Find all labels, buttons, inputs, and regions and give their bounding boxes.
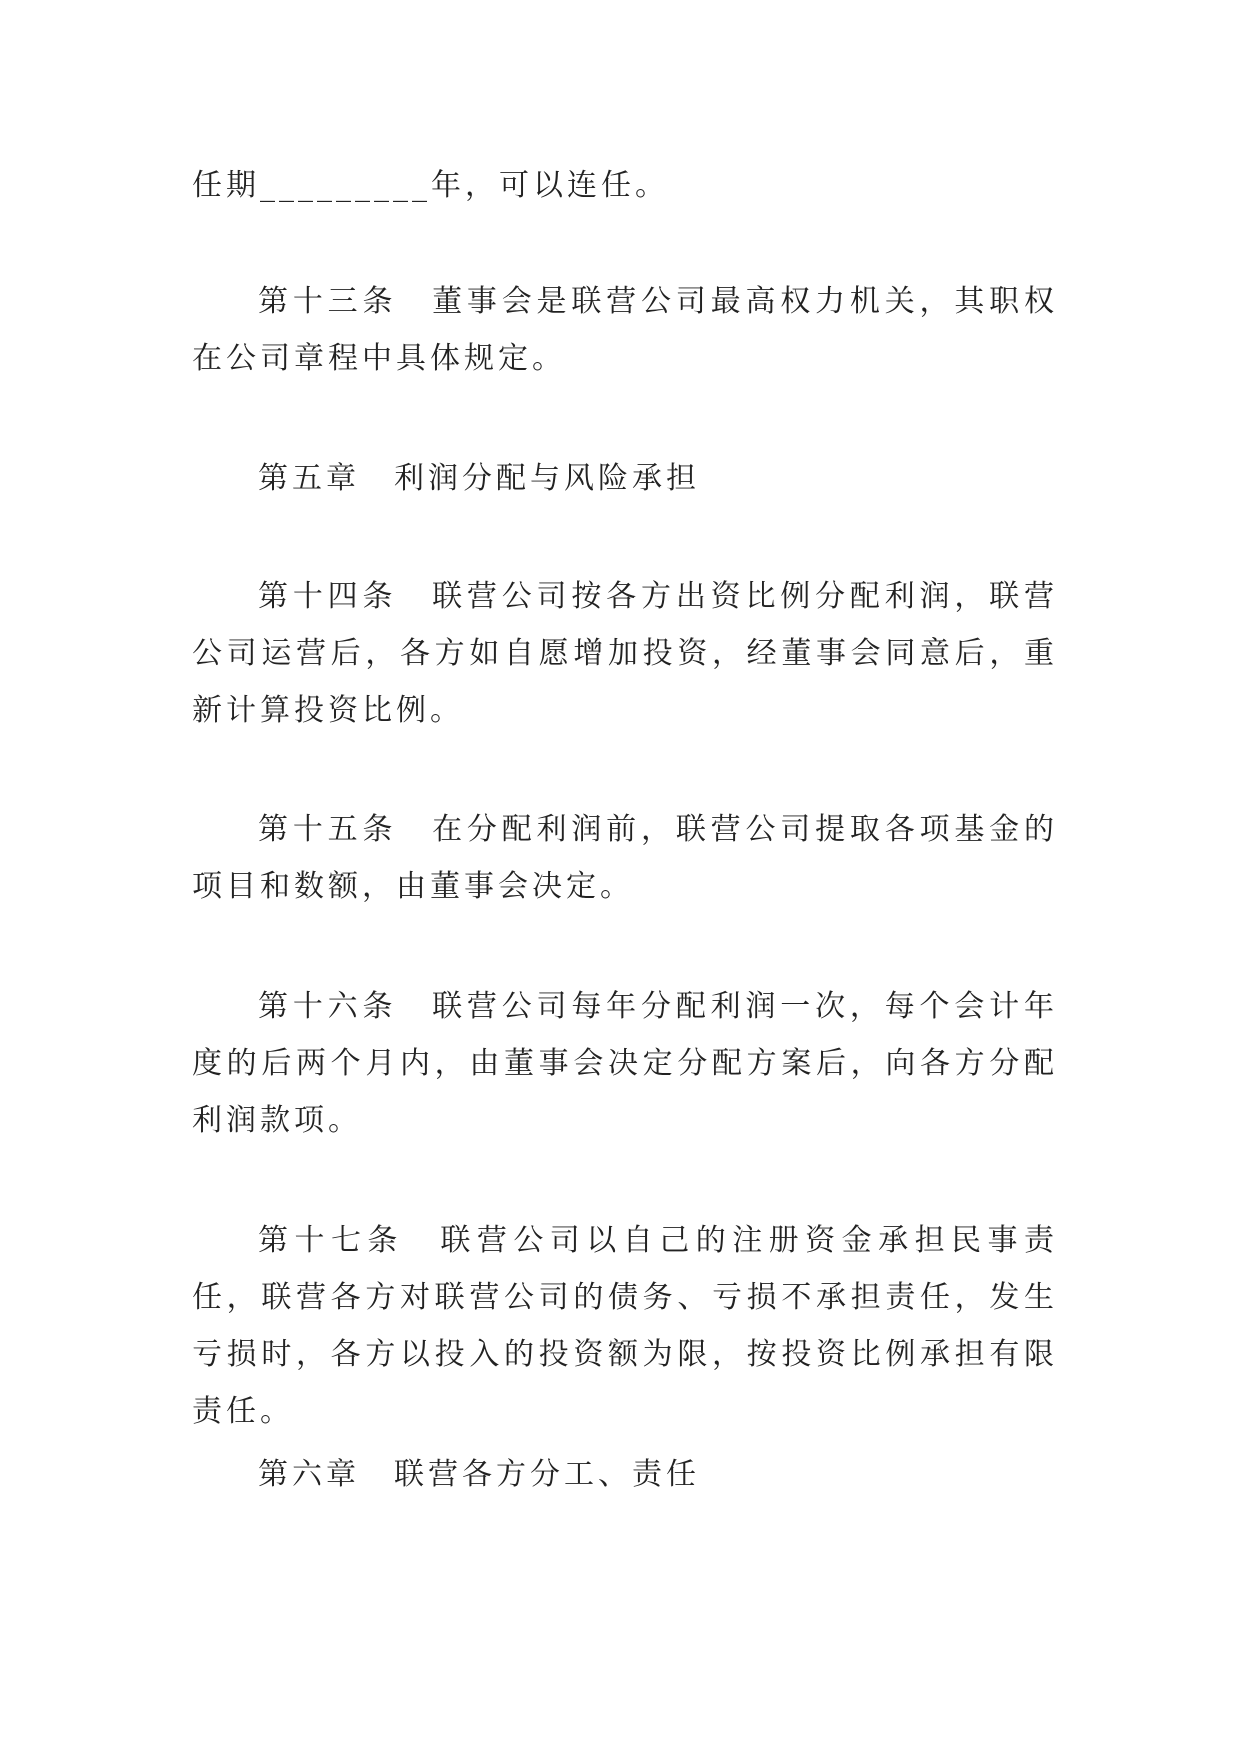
paragraph-article-16: 第十六条 联营公司每年分配利润一次，每个会计年度的后两个月内，由董事会决定分配方案后，向各方分配利润款项。	[192, 989, 1058, 1138]
paragraph-article-13: 第十三条 董事会是联营公司最高权力机关，其职权在公司章程中具体规定。	[192, 284, 1058, 376]
paragraph-article-15: 第十五条 在分配利润前，联营公司提取各项基金的项目和数额，由董事会决定。	[192, 812, 1058, 904]
paragraph-article-14: 第十四条 联营公司按各方出资比例分配利润，联营公司运营后，各方如自愿增加投资，经董事会同意后，重新计算投资比例。	[192, 579, 1058, 728]
chapter-heading-6: 第六章 联营各方分工、责任	[258, 1457, 700, 1492]
paragraph-term-continuation: 任期_________年，可以连任。	[192, 168, 669, 203]
paragraph-article-17: 第十七条 联营公司以自己的注册资金承担民事责任，联营各方对联营公司的债务、亏损不承担责任，发生亏损时，各方以投入的投资额为限，按投资比例承担有限责任。	[192, 1223, 1058, 1429]
chapter-heading-5: 第五章 利润分配与风险承担	[258, 461, 700, 496]
